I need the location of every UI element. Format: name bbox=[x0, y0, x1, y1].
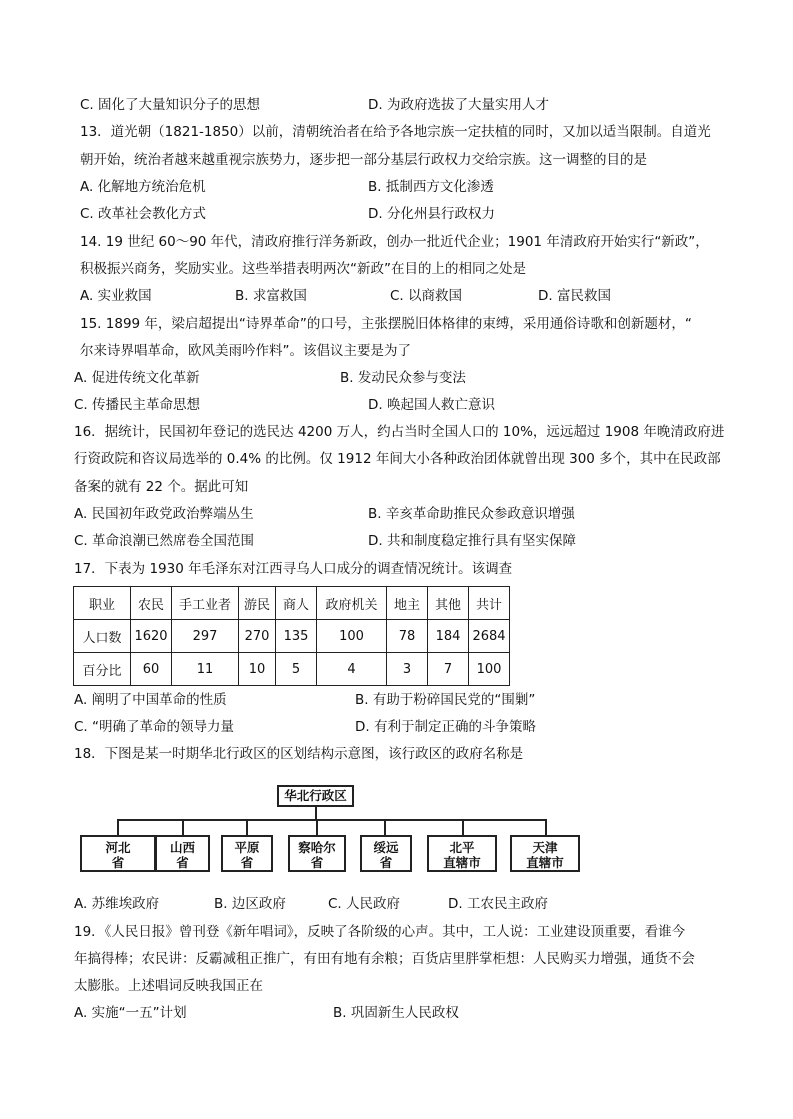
table-cell: 4 bbox=[317, 653, 387, 686]
q18-option-d: D. 工农民主政府 bbox=[448, 896, 548, 912]
q14-option-a: A. 实业救国 bbox=[80, 288, 152, 304]
diagram-connector bbox=[117, 819, 119, 835]
diagram-child-box bbox=[288, 835, 346, 872]
table-cell: 10 bbox=[239, 653, 276, 686]
diagram-connector bbox=[182, 819, 184, 835]
q15-option-a: A. 促进传统文化革新 bbox=[74, 370, 200, 386]
q17-stem-line1: 17．下表为 1930 年毛泽东对江西寻乌人口成分的调查情况统计。该调查 bbox=[74, 561, 513, 577]
table-header-cell: 政府机关 bbox=[317, 587, 387, 620]
table-cell: 297 bbox=[172, 620, 239, 653]
q13-option-c: C. 改革社会教化方式 bbox=[80, 206, 207, 222]
q17-option-d: D. 有利于制定正确的斗争策略 bbox=[355, 719, 536, 735]
table-header-cell: 地主 bbox=[387, 587, 428, 620]
table-header-cell: 商人 bbox=[276, 587, 317, 620]
table-cell: 3 bbox=[387, 653, 428, 686]
q19-option-a: A. 实施“一五”计划 bbox=[74, 1005, 187, 1021]
q14-stem-line2: 积极振兴商务，奖励实业。这些举措表明两次“新政”在目的上的相同之处是 bbox=[80, 261, 526, 277]
table-cell: 11 bbox=[172, 653, 239, 686]
q19-stem-line1: 19．《人民日报》曾刊登《新年唱词》，反映了各阶级的心声。其中，工人说：工业建设顶重要，看谁今 bbox=[74, 924, 686, 940]
table-cell: 百分比 bbox=[74, 653, 131, 686]
diagram-child-line2: 省 bbox=[379, 855, 393, 870]
diagram-connector bbox=[462, 819, 464, 835]
q14-option-d: D. 富民救国 bbox=[538, 288, 611, 304]
diagram-child-box bbox=[510, 835, 580, 872]
diagram-child-line1: 察哈尔 bbox=[298, 840, 336, 855]
diagram-child-line2: 省 bbox=[240, 855, 254, 870]
q18-option-a: A. 苏维埃政府 bbox=[74, 896, 160, 912]
table-header-cell: 共计 bbox=[469, 587, 510, 620]
q16-stem-line2: 行资政院和咨议局选举的 0.4% 的比例。仅 1912 年间大小各种政治团体就曾出现 300 多个，其中在民政部 bbox=[74, 451, 721, 467]
table-cell: 7 bbox=[428, 653, 469, 686]
q19-stem-line3: 太膨胀。上述唱词反映我国正在 bbox=[74, 978, 263, 994]
diagram-child-line2: 直辖市 bbox=[443, 855, 481, 870]
q17-option-b: B. 有助于粉碎国民党的“围剿” bbox=[355, 692, 536, 708]
q13-option-d: D. 分化州县行政权力 bbox=[368, 206, 495, 222]
q16-option-a: A. 民国初年政党政治弊端丛生 bbox=[74, 506, 254, 522]
table-row bbox=[74, 620, 510, 653]
diagram-connector bbox=[316, 819, 318, 835]
q19-option-b: B. 巩固新生人民政权 bbox=[333, 1005, 459, 1021]
diagram-child-line2: 省 bbox=[176, 855, 189, 870]
q13-option-b: B. 抵制西方文化渗透 bbox=[368, 179, 494, 195]
table-cell: 人口数 bbox=[74, 620, 131, 653]
q18-option-b: B. 边区政府 bbox=[214, 896, 286, 912]
q14-stem-line1: 14. 19 世纪 60～90 年代，清政府推行洋务新政，创办一批近代企业；1901 年清政府开始实行“新政”， bbox=[80, 234, 709, 250]
diagram-child-line1: 北平 bbox=[449, 840, 475, 855]
q12-option-c: C. 固化了大量知识分子的思想 bbox=[80, 97, 261, 113]
table-cell: 1620 bbox=[131, 620, 172, 653]
diagram-child-line1: 绥远 bbox=[373, 840, 399, 855]
table-cell: 100 bbox=[317, 620, 387, 653]
q16-stem-line1: 16．据统计，民国初年登记的选民达 4200 万人，约占当时全国人口的 10%，远远超过 1908 年晚清政府进 bbox=[74, 424, 725, 440]
table-cell: 270 bbox=[239, 620, 276, 653]
q14-option-c: C. 以商救国 bbox=[390, 288, 463, 304]
diagram-root-box: 华北行政区 bbox=[277, 785, 354, 807]
diagram-child-box bbox=[360, 835, 412, 872]
diagram-connector bbox=[246, 819, 248, 835]
diagram-child-box bbox=[155, 835, 210, 872]
table-header-cell: 农民 bbox=[131, 587, 172, 620]
diagram-child-line2: 直辖市 bbox=[526, 855, 564, 870]
table-cell: 184 bbox=[428, 620, 469, 653]
q15-stem-line2: 尔来诗界唱革命，欧风美雨吟作料”。该倡议主要是为了 bbox=[80, 343, 411, 359]
q12-option-d: D. 为政府选拔了大量实用人才 bbox=[368, 97, 549, 113]
q18-option-c: C. 人民政府 bbox=[328, 896, 401, 912]
table-cell: 135 bbox=[276, 620, 317, 653]
diagram-child-line1: 河北 bbox=[105, 840, 131, 855]
diagram-connector bbox=[384, 819, 386, 835]
diagram-child-line1: 山西 bbox=[169, 840, 195, 855]
q13-option-a: A. 化解地方统治危机 bbox=[80, 179, 206, 195]
table-header-cell: 职业 bbox=[74, 587, 131, 620]
q16-stem-line3: 备案的就有 22 个。据此可知 bbox=[74, 479, 249, 495]
table-header-cell: 其他 bbox=[428, 587, 469, 620]
diagram-child-box bbox=[427, 835, 497, 872]
diagram-child-line1: 天津 bbox=[532, 840, 558, 855]
diagram-child-box bbox=[80, 835, 156, 872]
diagram-child-line1: 平原 bbox=[234, 840, 260, 855]
diagram-child-line2: 省 bbox=[111, 855, 125, 870]
q15-option-c: C. 传播民主革命思想 bbox=[74, 397, 201, 413]
table-cell: 100 bbox=[469, 653, 510, 686]
q19-stem-line2: 年搞得棒；农民讲：反霸减租正推广，有田有地有余粮；百货店里胖掌柜想：人民购买力增强，通货不会 bbox=[74, 951, 695, 967]
q16-option-c: C. 革命浪潮已然席卷全国范围 bbox=[74, 533, 255, 549]
q17-option-a: A. 阐明了中国革命的性质 bbox=[74, 692, 227, 708]
table-cell: 5 bbox=[276, 653, 317, 686]
q15-stem-line1: 15. 1899 年，梁启超提出“诗界革命”的口号，主张摆脱旧体格律的束缚，采用通俗诗歌和创新题材，“ bbox=[80, 316, 692, 332]
q16-option-b: B. 辛亥革命助推民众参政意识增强 bbox=[368, 506, 575, 522]
population-survey-table bbox=[73, 586, 510, 686]
diagram-connector bbox=[545, 819, 547, 835]
q14-option-b: B. 求富救国 bbox=[235, 288, 307, 304]
q18-stem-line1: 18．下图是某一时期华北行政区的区划结构示意图，该行政区的政府名称是 bbox=[74, 746, 524, 762]
table-cell: 78 bbox=[387, 620, 428, 653]
q16-option-d: D. 共和制度稳定推行具有坚实保障 bbox=[368, 533, 576, 549]
table-row bbox=[74, 653, 510, 686]
q13-stem-line2: 朝开始，统治者越来越重视宗族势力，逐步把一部分基层行政权力交给宗族。这一调整的目的是 bbox=[80, 152, 647, 168]
table-cell: 60 bbox=[131, 653, 172, 686]
q15-option-b: B. 发动民众参与变法 bbox=[340, 370, 466, 386]
q15-option-d: D. 唤起国人救亡意识 bbox=[368, 397, 495, 413]
q17-option-c: C. “明确了革命的领导力量 bbox=[74, 719, 235, 735]
table-header-cell: 手工业者 bbox=[172, 587, 239, 620]
table-header-cell: 游民 bbox=[239, 587, 276, 620]
q13-stem-line1: 13．道光朝（1821-1850）以前，清朝统治者在给予各地宗族一定扶植的同时，又加以适当限制。自道光 bbox=[80, 124, 711, 140]
table-header-row bbox=[74, 587, 510, 620]
diagram-child-line2: 省 bbox=[310, 855, 324, 870]
diagram-child-box bbox=[221, 835, 273, 872]
table-cell: 2684 bbox=[469, 620, 510, 653]
